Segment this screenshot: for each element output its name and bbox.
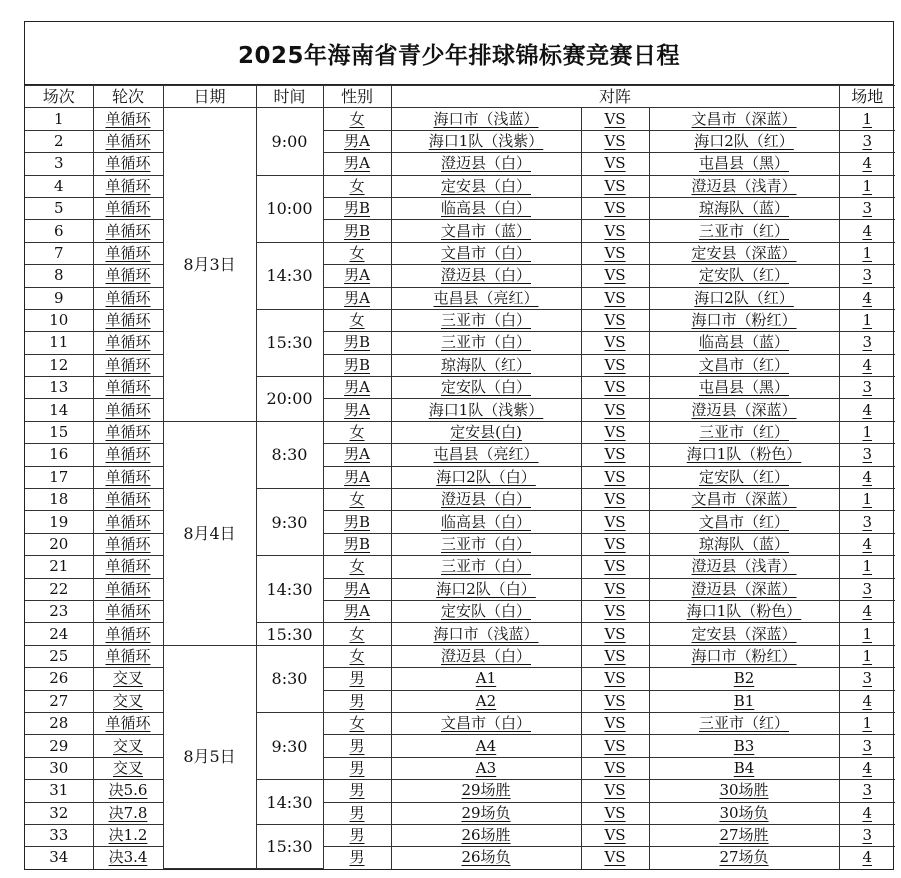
versus-label: VS — [581, 623, 649, 645]
table-row — [25, 309, 895, 331]
court-number: 3 — [839, 444, 895, 466]
gender-category: 男B — [323, 511, 391, 533]
team-b: 海口市（粉红） — [649, 645, 839, 667]
team-b: 临高县（蓝） — [649, 332, 839, 354]
versus-label: VS — [581, 847, 649, 869]
gender-category: 男 — [323, 802, 391, 824]
team-b: 屯昌县（黑） — [649, 153, 839, 175]
game-number: 19 — [25, 511, 93, 533]
round-type: 单循环 — [93, 354, 163, 376]
team-a: 海口1队（浅紫） — [391, 399, 581, 421]
match-time: 10:00 — [256, 175, 323, 242]
gender-category: 男A — [323, 578, 391, 600]
team-a: 海口2队（白） — [391, 578, 581, 600]
versus-label: VS — [581, 421, 649, 443]
schedule-table — [25, 85, 895, 869]
round-type: 单循环 — [93, 645, 163, 667]
header-court: 场地 — [839, 86, 895, 108]
table-row — [25, 377, 895, 399]
court-number: 4 — [839, 533, 895, 555]
team-b: 文昌市（红） — [649, 511, 839, 533]
team-a: 文昌市（白） — [391, 242, 581, 264]
gender-category: 男A — [323, 399, 391, 421]
table-row — [25, 824, 895, 846]
game-number: 3 — [25, 153, 93, 175]
round-type: 交叉 — [93, 690, 163, 712]
gender-category: 女 — [323, 421, 391, 443]
round-type: 单循环 — [93, 309, 163, 331]
table-row — [25, 712, 895, 734]
game-number: 1 — [25, 108, 93, 130]
court-number: 1 — [839, 712, 895, 734]
court-number: 1 — [839, 108, 895, 130]
team-b: 三亚市（红） — [649, 712, 839, 734]
versus-label: VS — [581, 354, 649, 376]
team-a: 三亚市（白） — [391, 556, 581, 578]
team-b: B1 — [649, 690, 839, 712]
gender-category: 女 — [323, 242, 391, 264]
court-number: 4 — [839, 802, 895, 824]
header-round: 轮次 — [93, 86, 163, 108]
table-row — [25, 757, 895, 779]
table-row — [25, 175, 895, 197]
gender-category: 男A — [323, 466, 391, 488]
court-number: 3 — [839, 780, 895, 802]
court-number: 3 — [839, 578, 895, 600]
gender-category: 男 — [323, 757, 391, 779]
team-a: 屯昌县（亮红） — [391, 287, 581, 309]
game-number: 29 — [25, 735, 93, 757]
gender-category: 男 — [323, 847, 391, 869]
table-row — [25, 242, 895, 264]
round-type: 交叉 — [93, 668, 163, 690]
team-b: 27场负 — [649, 847, 839, 869]
team-a: 海口市（浅蓝） — [391, 623, 581, 645]
round-type: 单循环 — [93, 220, 163, 242]
header-gender: 性别 — [323, 86, 391, 108]
gender-category: 男A — [323, 265, 391, 287]
round-type: 决1.2 — [93, 824, 163, 846]
gender-category: 女 — [323, 712, 391, 734]
team-a: 临高县（白） — [391, 197, 581, 219]
game-number: 14 — [25, 399, 93, 421]
header-matchup: 对阵 — [391, 86, 839, 108]
team-b: B2 — [649, 668, 839, 690]
table-row — [25, 780, 895, 802]
table-row — [25, 354, 895, 376]
versus-label: VS — [581, 511, 649, 533]
team-a: 定安县（白） — [391, 175, 581, 197]
table-row — [25, 130, 895, 152]
team-a: 澄迈县（白） — [391, 489, 581, 511]
round-type: 单循环 — [93, 332, 163, 354]
versus-label: VS — [581, 757, 649, 779]
team-a: 三亚市（白） — [391, 309, 581, 331]
round-type: 决3.4 — [93, 847, 163, 869]
table-row — [25, 332, 895, 354]
team-b: 屯昌县（黑） — [649, 377, 839, 399]
game-number: 7 — [25, 242, 93, 264]
versus-label: VS — [581, 533, 649, 555]
gender-category: 男B — [323, 533, 391, 555]
match-time: 8:30 — [256, 645, 323, 712]
round-type: 单循环 — [93, 466, 163, 488]
team-a: 海口2队（白） — [391, 466, 581, 488]
table-row — [25, 220, 895, 242]
court-number: 4 — [839, 220, 895, 242]
versus-label: VS — [581, 242, 649, 264]
round-type: 单循环 — [93, 399, 163, 421]
team-a: 澄迈县（白） — [391, 265, 581, 287]
team-a: 琼海队（红） — [391, 354, 581, 376]
table-row — [25, 444, 895, 466]
gender-category: 女 — [323, 556, 391, 578]
match-time: 14:30 — [256, 780, 323, 825]
game-number: 24 — [25, 623, 93, 645]
team-a: 文昌市（白） — [391, 712, 581, 734]
court-number: 1 — [839, 242, 895, 264]
team-b: 澄迈县（浅青） — [649, 556, 839, 578]
court-number: 1 — [839, 623, 895, 645]
header-date: 日期 — [163, 86, 256, 108]
versus-label: VS — [581, 332, 649, 354]
gender-category: 男A — [323, 153, 391, 175]
gender-category: 男B — [323, 354, 391, 376]
game-number: 2 — [25, 130, 93, 152]
versus-label: VS — [581, 108, 649, 130]
team-b: 澄迈县（深蓝） — [649, 399, 839, 421]
court-number: 3 — [839, 511, 895, 533]
team-a: 澄迈县（白） — [391, 645, 581, 667]
court-number: 4 — [839, 287, 895, 309]
game-number: 12 — [25, 354, 93, 376]
team-a: A4 — [391, 735, 581, 757]
team-b: 30场负 — [649, 802, 839, 824]
header-time: 时间 — [256, 86, 323, 108]
court-number: 3 — [839, 824, 895, 846]
round-type: 单循环 — [93, 130, 163, 152]
game-number: 25 — [25, 645, 93, 667]
team-b: 文昌市（深蓝） — [649, 108, 839, 130]
round-type: 单循环 — [93, 287, 163, 309]
match-time: 14:30 — [256, 242, 323, 309]
court-number: 4 — [839, 354, 895, 376]
court-number: 4 — [839, 847, 895, 869]
team-b: 定安县（深蓝） — [649, 242, 839, 264]
team-b: 澄迈县（浅青） — [649, 175, 839, 197]
team-b: 海口市（粉红） — [649, 309, 839, 331]
round-type: 单循环 — [93, 153, 163, 175]
round-type: 单循环 — [93, 377, 163, 399]
court-number: 4 — [839, 399, 895, 421]
team-b: 27场胜 — [649, 824, 839, 846]
court-number: 4 — [839, 757, 895, 779]
gender-category: 男 — [323, 824, 391, 846]
game-number: 17 — [25, 466, 93, 488]
match-time: 9:30 — [256, 489, 323, 556]
team-a: 26场胜 — [391, 824, 581, 846]
game-number: 34 — [25, 847, 93, 869]
team-a: 定安县(白) — [391, 421, 581, 443]
game-number: 26 — [25, 668, 93, 690]
table-row — [25, 690, 895, 712]
team-b: 文昌市（红） — [649, 354, 839, 376]
game-number: 22 — [25, 578, 93, 600]
table-row — [25, 399, 895, 421]
team-b: B4 — [649, 757, 839, 779]
versus-label: VS — [581, 287, 649, 309]
gender-category: 女 — [323, 309, 391, 331]
versus-label: VS — [581, 802, 649, 824]
match-date: 8月3日 — [163, 108, 256, 421]
court-number: 3 — [839, 197, 895, 219]
gender-category: 女 — [323, 175, 391, 197]
table-row — [25, 556, 895, 578]
team-a: 29场胜 — [391, 780, 581, 802]
team-a: 海口1队（浅紫） — [391, 130, 581, 152]
round-type: 单循环 — [93, 623, 163, 645]
table-row — [25, 466, 895, 488]
game-number: 13 — [25, 377, 93, 399]
round-type: 单循环 — [93, 511, 163, 533]
game-number: 18 — [25, 489, 93, 511]
game-number: 16 — [25, 444, 93, 466]
versus-label: VS — [581, 780, 649, 802]
team-a: 定安队（白） — [391, 377, 581, 399]
court-number: 4 — [839, 690, 895, 712]
court-number: 1 — [839, 421, 895, 443]
table-row — [25, 197, 895, 219]
table-row — [25, 645, 895, 667]
table-row — [25, 533, 895, 555]
gender-category: 男A — [323, 287, 391, 309]
match-time: 15:30 — [256, 824, 323, 868]
gender-category: 女 — [323, 623, 391, 645]
game-number: 11 — [25, 332, 93, 354]
game-number: 31 — [25, 780, 93, 802]
versus-label: VS — [581, 309, 649, 331]
team-a: 三亚市（白） — [391, 332, 581, 354]
team-b: 三亚市（红） — [649, 421, 839, 443]
team-a: 海口市（浅蓝） — [391, 108, 581, 130]
team-a: 26场负 — [391, 847, 581, 869]
versus-label: VS — [581, 735, 649, 757]
header-game-no: 场次 — [25, 86, 93, 108]
court-number: 1 — [839, 556, 895, 578]
team-b: 定安队（红） — [649, 466, 839, 488]
table-row — [25, 153, 895, 175]
court-number: 4 — [839, 466, 895, 488]
versus-label: VS — [581, 399, 649, 421]
versus-label: VS — [581, 645, 649, 667]
versus-label: VS — [581, 668, 649, 690]
versus-label: VS — [581, 600, 649, 622]
team-b: 琼海队（蓝） — [649, 533, 839, 555]
court-number: 1 — [839, 175, 895, 197]
round-type: 单循环 — [93, 578, 163, 600]
versus-label: VS — [581, 824, 649, 846]
court-number: 4 — [839, 153, 895, 175]
team-b: 澄迈县（深蓝） — [649, 578, 839, 600]
game-number: 4 — [25, 175, 93, 197]
team-a: 澄迈县（白） — [391, 153, 581, 175]
gender-category: 男A — [323, 130, 391, 152]
round-type: 单循环 — [93, 712, 163, 734]
versus-label: VS — [581, 220, 649, 242]
team-b: 三亚市（红） — [649, 220, 839, 242]
round-type: 单循环 — [93, 197, 163, 219]
round-type: 单循环 — [93, 489, 163, 511]
gender-category: 男 — [323, 780, 391, 802]
table-row — [25, 578, 895, 600]
gender-category: 男 — [323, 690, 391, 712]
gender-category: 男B — [323, 220, 391, 242]
versus-label: VS — [581, 444, 649, 466]
game-number: 27 — [25, 690, 93, 712]
team-b: 海口2队（红） — [649, 287, 839, 309]
table-row — [25, 735, 895, 757]
match-time: 15:30 — [256, 309, 323, 376]
gender-category: 男 — [323, 735, 391, 757]
team-b: 海口2队（红） — [649, 130, 839, 152]
game-number: 28 — [25, 712, 93, 734]
table-row — [25, 287, 895, 309]
team-a: A2 — [391, 690, 581, 712]
round-type: 单循环 — [93, 600, 163, 622]
round-type: 单循环 — [93, 421, 163, 443]
match-date: 8月5日 — [163, 645, 256, 868]
round-type: 单循环 — [93, 444, 163, 466]
team-b: 定安队（红） — [649, 265, 839, 287]
match-time: 20:00 — [256, 377, 323, 422]
team-a: A1 — [391, 668, 581, 690]
game-number: 9 — [25, 287, 93, 309]
court-number: 1 — [839, 489, 895, 511]
round-type: 交叉 — [93, 757, 163, 779]
match-time: 14:30 — [256, 556, 323, 623]
game-number: 15 — [25, 421, 93, 443]
team-b: 定安县（深蓝） — [649, 623, 839, 645]
table-row — [25, 265, 895, 287]
gender-category: 男B — [323, 197, 391, 219]
team-b: 海口1队（粉色） — [649, 600, 839, 622]
table-row — [25, 802, 895, 824]
gender-category: 男A — [323, 600, 391, 622]
team-b: 琼海队（蓝） — [649, 197, 839, 219]
team-b: 30场胜 — [649, 780, 839, 802]
versus-label: VS — [581, 265, 649, 287]
court-number: 3 — [839, 377, 895, 399]
game-number: 32 — [25, 802, 93, 824]
court-number: 1 — [839, 645, 895, 667]
gender-category: 女 — [323, 489, 391, 511]
gender-category: 男 — [323, 668, 391, 690]
round-type: 交叉 — [93, 735, 163, 757]
game-number: 8 — [25, 265, 93, 287]
round-type: 决5.6 — [93, 780, 163, 802]
versus-label: VS — [581, 197, 649, 219]
match-time: 9:30 — [256, 712, 323, 779]
team-a: A3 — [391, 757, 581, 779]
game-number: 6 — [25, 220, 93, 242]
court-number: 3 — [839, 265, 895, 287]
table-row — [25, 108, 895, 130]
team-a: 文昌市（蓝） — [391, 220, 581, 242]
game-number: 20 — [25, 533, 93, 555]
game-number: 23 — [25, 600, 93, 622]
versus-label: VS — [581, 466, 649, 488]
team-a: 临高县（白） — [391, 511, 581, 533]
round-type: 决7.8 — [93, 802, 163, 824]
table-row — [25, 511, 895, 533]
header-row — [25, 86, 895, 108]
team-a: 29场负 — [391, 802, 581, 824]
round-type: 单循环 — [93, 108, 163, 130]
table-row — [25, 668, 895, 690]
court-number: 3 — [839, 332, 895, 354]
round-type: 单循环 — [93, 556, 163, 578]
gender-category: 男B — [323, 332, 391, 354]
table-row — [25, 421, 895, 443]
versus-label: VS — [581, 175, 649, 197]
gender-category: 男A — [323, 377, 391, 399]
team-b: 海口1队（粉色） — [649, 444, 839, 466]
game-number: 10 — [25, 309, 93, 331]
table-row — [25, 600, 895, 622]
round-type: 单循环 — [93, 533, 163, 555]
round-type: 单循环 — [93, 175, 163, 197]
versus-label: VS — [581, 153, 649, 175]
court-number: 1 — [839, 309, 895, 331]
court-number: 3 — [839, 130, 895, 152]
game-number: 21 — [25, 556, 93, 578]
table-row — [25, 489, 895, 511]
game-number: 5 — [25, 197, 93, 219]
round-type: 单循环 — [93, 242, 163, 264]
game-number: 33 — [25, 824, 93, 846]
gender-category: 女 — [323, 645, 391, 667]
team-b: B3 — [649, 735, 839, 757]
table-row — [25, 623, 895, 645]
gender-category: 男A — [323, 444, 391, 466]
versus-label: VS — [581, 130, 649, 152]
table-row — [25, 847, 895, 869]
page-title: 2025年海南省青少年排球锦标赛竞赛日程 — [25, 22, 893, 85]
versus-label: VS — [581, 712, 649, 734]
schedule-sheet — [24, 21, 894, 870]
match-time: 15:30 — [256, 623, 323, 645]
versus-label: VS — [581, 578, 649, 600]
match-time: 8:30 — [256, 421, 323, 488]
match-time: 9:00 — [256, 108, 323, 175]
team-b: 文昌市（深蓝） — [649, 489, 839, 511]
versus-label: VS — [581, 377, 649, 399]
versus-label: VS — [581, 690, 649, 712]
court-number: 4 — [839, 600, 895, 622]
team-a: 三亚市（白） — [391, 533, 581, 555]
court-number: 3 — [839, 735, 895, 757]
court-number: 3 — [839, 668, 895, 690]
round-type: 单循环 — [93, 265, 163, 287]
team-a: 定安队（白） — [391, 600, 581, 622]
match-date: 8月4日 — [163, 421, 256, 645]
game-number: 30 — [25, 757, 93, 779]
team-a: 屯昌县（亮红） — [391, 444, 581, 466]
gender-category: 女 — [323, 108, 391, 130]
versus-label: VS — [581, 556, 649, 578]
versus-label: VS — [581, 489, 649, 511]
